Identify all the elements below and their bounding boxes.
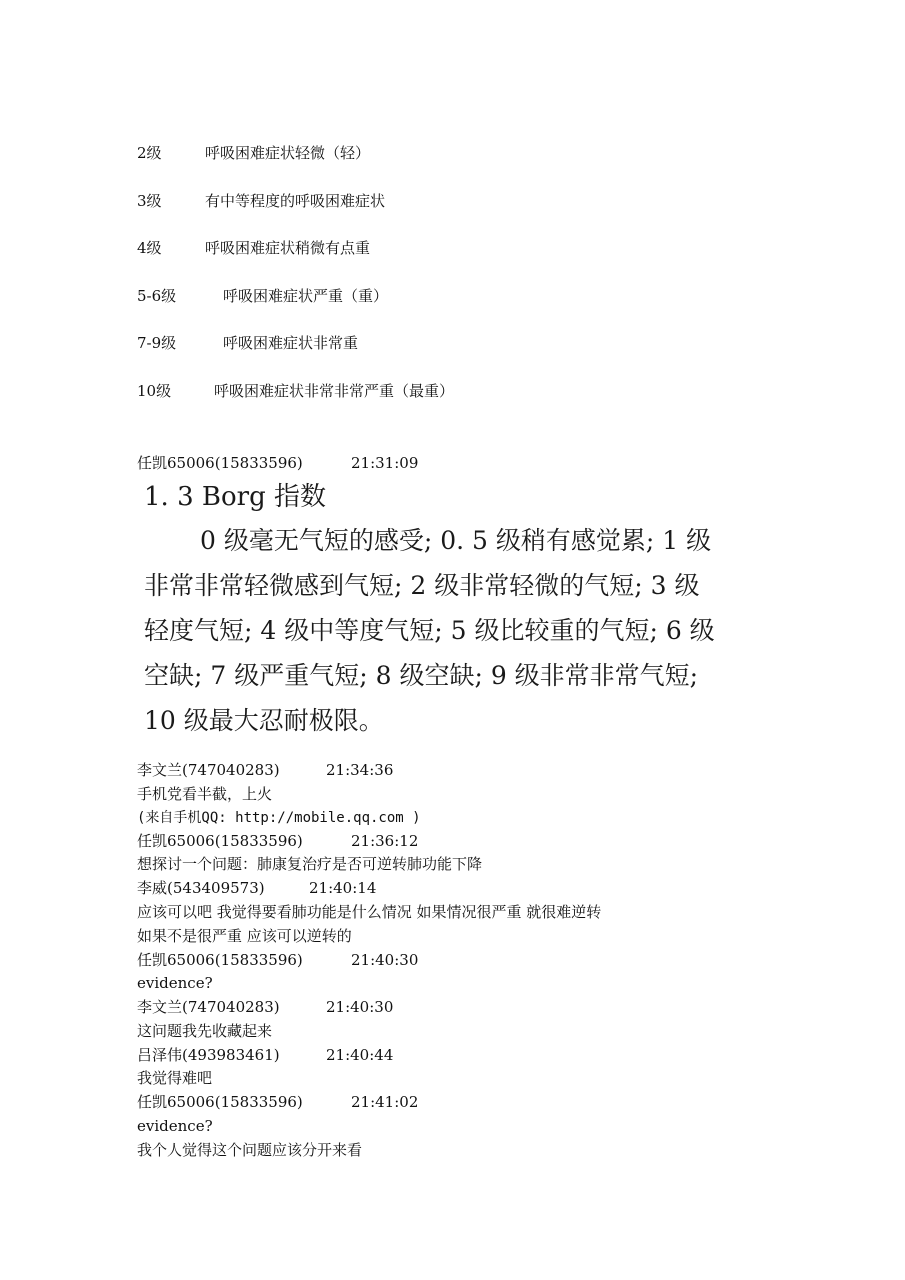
chat-sender: 吕泽伟(493983461)	[137, 1046, 280, 1064]
scale-level: 10级	[137, 382, 172, 400]
chat-sender: 李威(543409573)	[137, 879, 265, 897]
chat-sender: 李文兰(747040283)	[137, 998, 280, 1016]
scale-description: 呼吸困难症状非常重	[223, 334, 359, 352]
borg-line: 0 级毫无气短的感受; 0. 5 级稍有感觉累; 1 级	[200, 526, 712, 555]
borg-line: 10 级最大忍耐极限。	[144, 706, 384, 735]
chat-sender: 任凯65006(15833596)	[137, 454, 303, 472]
chat-message: evidence?	[137, 1117, 213, 1135]
chat-sender-line	[137, 950, 419, 970]
scale-level: 2级	[137, 144, 162, 162]
chat-sender-line	[137, 453, 419, 473]
chat-sender-line	[137, 997, 394, 1017]
scale-item-7-9	[137, 333, 359, 353]
chat-sender-line	[137, 760, 394, 780]
chat-sender: 任凯65006(15833596)	[137, 1093, 303, 1111]
scale-level: 7-9级	[137, 334, 177, 352]
scale-level: 5-6级	[137, 287, 177, 305]
chat-message: (来自手机QQ: http://mobile.qq.com )	[137, 810, 421, 826]
borg-line: 轻度气短; 4 级中等度气短; 5 级比较重的气短; 6 级	[144, 616, 715, 645]
scale-item-2	[137, 143, 371, 163]
chat-message: 我觉得难吧	[137, 1069, 213, 1087]
chat-message: 想探讨一个问题：肺康复治疗是否可逆转肺功能下降	[137, 855, 483, 873]
chat-message: 这问题我先收藏起来	[137, 1022, 273, 1040]
chat-timestamp: 21:41:02	[351, 1093, 419, 1111]
scale-description: 呼吸困难症状稍微有点重	[205, 239, 371, 257]
chat-timestamp: 21:31:09	[351, 454, 419, 472]
scale-level: 4级	[137, 239, 162, 257]
borg-title: 1. 3 Borg 指数	[144, 482, 326, 512]
chat-message: 我个人觉得这个问题应该分开来看	[137, 1141, 363, 1159]
chat-sender-line	[137, 878, 377, 898]
scale-level: 3级	[137, 192, 162, 210]
chat-sender-line	[137, 1092, 419, 1112]
scale-item-5-6	[137, 286, 389, 306]
scale-item-3	[137, 191, 386, 211]
scale-description: 呼吸困难症状非常非常严重（最重）	[214, 382, 455, 400]
chat-message: 如果不是很严重 应该可以逆转的	[137, 927, 352, 945]
scale-item-4	[137, 238, 371, 258]
chat-timestamp: 21:40:14	[309, 879, 377, 897]
chat-timestamp: 21:40:30	[351, 951, 419, 969]
borg-index-image	[140, 478, 790, 734]
chat-timestamp: 21:40:30	[326, 998, 394, 1016]
chat-timestamp: 21:36:12	[351, 832, 419, 850]
scale-description: 有中等程度的呼吸困难症状	[205, 192, 386, 210]
chat-message: 应该可以吧 我觉得要看肺功能是什么情况 如果情况很严重 就很难逆转	[137, 903, 602, 921]
borg-line: 非常非常轻微感到气短; 2 级非常轻微的气短; 3 级	[144, 571, 700, 600]
scale-description: 呼吸困难症状严重（重）	[223, 287, 389, 305]
scale-item-10	[137, 381, 455, 401]
chat-sender: 任凯65006(15833596)	[137, 951, 303, 969]
borg-line: 空缺; 7 级严重气短; 8 级空缺; 9 级非常非常气短;	[144, 661, 699, 690]
scale-description: 呼吸困难症状轻微（轻）	[205, 144, 371, 162]
chat-timestamp: 21:34:36	[326, 761, 394, 779]
chat-sender: 任凯65006(15833596)	[137, 832, 303, 850]
chat-timestamp: 21:40:44	[326, 1046, 394, 1064]
chat-sender-line	[137, 1045, 394, 1065]
chat-sender-line	[137, 831, 419, 851]
chat-message: 手机党看半截，上火	[137, 785, 273, 803]
chat-message: evidence?	[137, 974, 213, 992]
chat-sender: 李文兰(747040283)	[137, 761, 280, 779]
